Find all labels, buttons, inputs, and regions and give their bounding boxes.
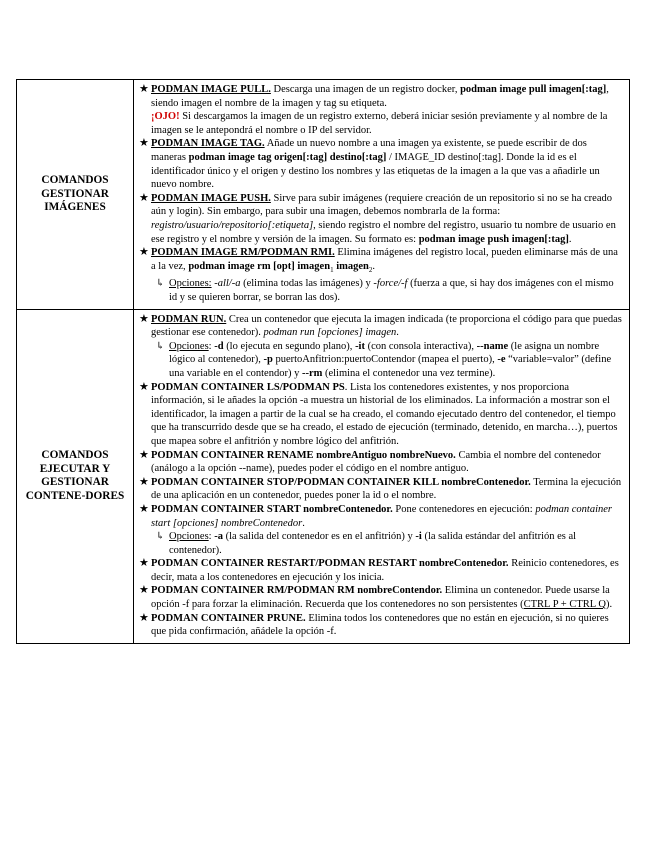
command-syntax: podman image pull imagen[:tag] (460, 84, 607, 95)
options-note (139, 277, 624, 304)
subscript: 1 (330, 265, 334, 274)
star-bullet-icon: ★ (139, 448, 149, 461)
underlined-text: Opciones: (169, 278, 212, 290)
text-run: . (568, 233, 572, 245)
command-syntax: -i (415, 531, 422, 543)
command-title: PODMAN CONTAINER START nombreContenedor. (151, 503, 393, 515)
command-syntax: -e (497, 354, 506, 366)
command-entry (139, 83, 624, 137)
command-syntax: podman image rm [opt] imagen (188, 260, 331, 272)
text-run: Pone contenedores en ejecución: (392, 503, 536, 515)
table-row (17, 309, 630, 643)
section-content (134, 80, 630, 310)
italic-text: podman run [opciones] imagen (263, 327, 397, 339)
italic-text: -all/-a (214, 278, 241, 290)
command-title: PODMAN CONTAINER LS/PODMAN PS (151, 381, 345, 393)
sub-arrow-icon: ↳ (156, 340, 165, 352)
text-run: (elimina el contenedor una vez termine). (322, 367, 496, 379)
command-entry (139, 192, 624, 246)
options-note (139, 340, 624, 381)
text-run: puertoAnfitrion:puertoContendor (mapea el puerto), (272, 354, 498, 366)
command-title: PODMAN CONTAINER RENAME nombreAntiguo nombreNuevo. (151, 449, 456, 461)
command-entry (139, 557, 624, 584)
command-title: PODMAN CONTAINER RESTART/PODMAN RESTART nombreContenedor. (151, 558, 509, 570)
command-entry (139, 449, 624, 476)
sub-arrow-icon: ↳ (156, 531, 165, 543)
table-body (17, 80, 630, 644)
text-run: Crea un contenedor que ejecuta la imagen indicada (te proporciona el código para que puedas gestionar ese contenedor). (151, 313, 622, 339)
command-entry (139, 584, 624, 611)
star-bullet-icon: ★ (139, 611, 149, 624)
text-run: Cambia el nombre del contenedor (análogo a la opción --name), puedes poder el código en el nombre antiguo. (151, 449, 601, 475)
star-bullet-icon: ★ (139, 137, 149, 150)
star-bullet-icon: ★ (139, 83, 149, 95)
text-run: . (372, 260, 375, 272)
command-entry (139, 612, 624, 639)
text-run: “variable=valor” (define una variable en el contendor) y (169, 354, 612, 379)
star-bullet-icon: ★ (139, 475, 149, 488)
command-syntax: -p (263, 354, 273, 366)
table-row (17, 80, 630, 310)
command-title: PODMAN CONTAINER RM/PODMAN RM nombreContendor. (151, 585, 443, 597)
command-title: PODMAN IMAGE PUSH. (151, 192, 271, 204)
text-run: , siendo registro el nombre del registro, usuario tu nombre de usuario en ese registro y el nombre y versión de la imagen. Su formato es: (151, 219, 616, 245)
section-label: COMANDOS EJECUTAR Y GESTIONAR CONTENE-DORES (17, 309, 134, 643)
text-run: Reinicio contenedores, es decir, mata a los contenedores en ejecución y los inicia. (151, 558, 619, 583)
section-content (134, 309, 630, 643)
text-run: (la salida del contenedor es en el anfitrión) y (222, 531, 416, 543)
star-bullet-icon: ★ (139, 557, 149, 570)
sub-arrow-icon: ↳ (156, 278, 165, 290)
text-run: , siendo imagen el nombre de la imagen y tag su etiqueta. (151, 84, 609, 109)
underlined-text: Opciones (169, 340, 209, 352)
command-syntax: --rm (301, 367, 323, 379)
italic-text: registro/usuario/repositorio[:etiqueta] (151, 219, 314, 231)
star-bullet-icon: ★ (139, 246, 149, 259)
text-run: Elimina imágenes del registro local, pueden eliminarse más de una a la vez, (151, 247, 618, 272)
subscript: 2 (368, 265, 373, 274)
text-run: . (302, 517, 305, 529)
text-run: (le asigna un nombre lógico al contenedor), (169, 340, 600, 366)
text-run: Descarga una imagen de un registro docker, (270, 84, 461, 95)
text-run: . Lista los contenedores existentes, y nos proporciona información, si le añades la opción -a muestra un historial de los eliminados. La información a mostrar son el identificador, la imagen a partir de la cual se ha creado, el comando ejecutado dentro del contenedor, el tiempo que ha transcurrido desde que se ha creado, el estado de ejecución (terminado, detenido, en marcha…), puertos que mapea sobre el anfitrión y nombre lógico del anfitrión. (151, 381, 618, 447)
command-title: PODMAN CONTAINER PRUNE. (151, 612, 306, 624)
command-syntax: -a (214, 531, 223, 543)
command-title: PODMAN IMAGE PULL. (151, 84, 271, 95)
text-run: . (396, 327, 399, 339)
text-run: ). (605, 599, 613, 611)
star-bullet-icon: ★ (139, 502, 149, 515)
text-run: (elimina todas las imágenes) y (240, 278, 374, 290)
text-run: Elimina todos los contenedores que no están en ejecución, si no quieres que pida confirmación, añádele la opción -f. (151, 612, 609, 638)
star-bullet-icon: ★ (139, 191, 149, 204)
command-syntax: -d (214, 340, 224, 352)
underlined-text: CTRL P + CTRL Q (523, 599, 606, 611)
star-bullet-icon: ★ (139, 312, 149, 325)
text-run: Termina la ejecución de una aplicación en un contenedor, puedes poner la id o el nombre. (151, 476, 622, 502)
underlined-text: Opciones (169, 531, 209, 543)
command-title: PODMAN RUN. (151, 313, 227, 325)
options-note (139, 530, 624, 557)
text-run: Elimina un contenedor. Puede usarse la opción -f para forzar la eliminación. Recuerda que los contenedores no son persistentes ( (151, 585, 610, 611)
command-entry (139, 246, 624, 277)
text-run: (con consola interactiva), (364, 340, 477, 352)
command-title: PODMAN CONTAINER STOP/PODMAN CONTAINER KILL nombreContenedor. (151, 476, 531, 488)
command-title: PODMAN IMAGE TAG. (151, 138, 265, 150)
italic-text: podman container start [opciones] nombreContenedor (151, 503, 613, 529)
text-run: Si descargamos la imagen de un registro externo, deberá iniciar sesión previamente y al nombre de la imagen se le antepondrá el nombre o IP del servidor. (151, 111, 608, 136)
command-syntax: --name (476, 340, 509, 352)
command-entry (139, 503, 624, 530)
text-run: (fuerza a que, si hay dos imágenes con el mismo id y se quieren borrar, se borran las dos). (169, 278, 614, 303)
command-entry (139, 476, 624, 503)
command-title: PODMAN IMAGE RM/PODMAN RMI. (151, 247, 335, 259)
text-run: (la salida estándar del anfitrión es al contenedor). (169, 531, 577, 556)
star-bullet-icon: ★ (139, 584, 149, 597)
star-bullet-icon: ★ (139, 380, 149, 393)
command-syntax: podman image push imagen[:tag] (418, 233, 569, 245)
text-run: (lo ejecuta en segundo plano), (223, 340, 356, 352)
section-label: COMANDOS GESTIONAR IMÁGENES (17, 80, 134, 310)
command-entry (139, 313, 624, 340)
italic-text: -force/-f (373, 278, 408, 290)
text-run: / IMAGE_ID destino[:tag]. Donde la id es el identificador único y el origen y destino los nombres y las etiquetas de la imagen a la que vas a añadirle un nuevo nombre. (151, 151, 600, 191)
command-syntax: -it (355, 340, 365, 352)
command-entry (139, 381, 624, 449)
text-run: Añade un nuevo nombre a una imagen ya existente, se puede escribir de dos maneras (151, 138, 587, 163)
command-syntax: imagen (333, 260, 369, 272)
text-run: : (208, 340, 215, 352)
text-run: : (208, 531, 215, 543)
commands-table (16, 79, 630, 644)
warning-label: ¡OJO! (151, 111, 180, 123)
text-run: Sirve para subir imágenes (requiere creación de un repositorio si no se ha creado aún y login). Sin embargo, para subir una imagen, debemos nombrarla de la forma: (151, 192, 612, 218)
command-entry (139, 137, 624, 191)
command-syntax: podman image tag origen[:tag] destino[:tag] (188, 151, 387, 163)
